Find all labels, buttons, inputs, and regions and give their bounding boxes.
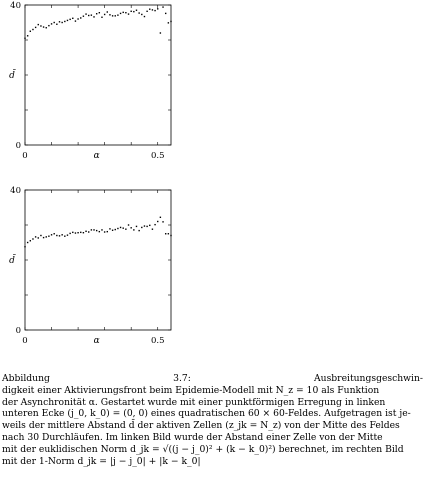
data-point — [75, 232, 76, 233]
data-point — [154, 10, 155, 11]
data-point — [168, 233, 169, 234]
data-point — [43, 26, 44, 27]
data-point — [109, 228, 110, 229]
data-point — [160, 32, 161, 33]
data-point — [152, 229, 153, 230]
x-axis-label: α — [93, 336, 100, 346]
data-point — [38, 24, 39, 25]
data-point — [128, 13, 129, 14]
y-tick-label: 0 — [15, 141, 21, 151]
data-point — [32, 29, 33, 30]
data-point — [67, 20, 68, 21]
data-point — [30, 31, 31, 32]
data-point — [46, 27, 47, 28]
data-point — [112, 15, 113, 16]
data-point — [96, 13, 97, 14]
data-point — [48, 236, 49, 237]
data-point — [141, 227, 142, 228]
data-point — [136, 10, 137, 11]
data-point — [101, 17, 102, 18]
plot-frame — [25, 5, 171, 145]
data-point — [48, 25, 49, 26]
data-point — [80, 17, 81, 18]
data-point — [38, 237, 39, 238]
data-point — [77, 232, 78, 233]
data-point — [61, 234, 62, 235]
data-point — [168, 22, 169, 23]
caption-line: mit der 1-Norm d_jk = |j − j_0| + |k − k_0| — [2, 455, 201, 467]
caption-line: mit der euklidischen Norm d_jk = √((j − j_0)² + (k − k_0)²) berechnet, im rechten Bild — [2, 443, 404, 455]
data-point — [120, 227, 121, 228]
caption-line: unteren Ecke (j_0, k_0) = (0, 0) eines quadratischen 60 × 60-Feldes. Aufgetragen ist je- — [2, 408, 411, 420]
data-point — [54, 233, 55, 234]
data-point — [101, 229, 102, 230]
caption-label: Abbildung — [2, 373, 50, 384]
data-point — [138, 12, 139, 13]
data-point — [107, 231, 108, 232]
data-point — [59, 235, 60, 236]
data-point — [130, 11, 131, 12]
data-point — [64, 21, 65, 22]
caption-line: der Asynchronität α. Gestartet wurde mit einer punktförmigen Erregung in linken — [2, 396, 386, 408]
data-point — [115, 229, 116, 230]
data-point — [88, 15, 89, 16]
data-point — [170, 21, 171, 22]
caption-line: weils der mittlere Abstand d̄ der aktiven Zellen (z_jk = N_z) von der Mitte des Feldes — [2, 420, 400, 432]
data-point — [32, 238, 33, 239]
data-point — [123, 227, 124, 228]
data-point — [93, 16, 94, 17]
data-point — [144, 16, 145, 17]
data-point — [125, 12, 126, 13]
data-point — [115, 15, 116, 16]
data-point — [157, 8, 158, 9]
data-point — [80, 232, 81, 233]
data-point — [91, 229, 92, 230]
y-tick-label: 40 — [10, 1, 21, 11]
plot-frame — [25, 190, 171, 330]
caption-line: nach 30 Durchläufen. Im linken Bild wurde der Abstand einer Zelle von der Mitte — [2, 431, 383, 443]
data-point — [30, 240, 31, 241]
data-point — [133, 229, 134, 230]
data-point — [77, 18, 78, 19]
data-point — [64, 236, 65, 237]
y-axis-label: d̄ — [9, 256, 15, 266]
data-point — [75, 20, 76, 21]
x-tick-label: 0 — [22, 151, 28, 161]
data-point — [54, 22, 55, 23]
caption-line — [2, 373, 423, 385]
data-point — [61, 22, 62, 23]
data-point — [56, 235, 57, 236]
data-point — [85, 13, 86, 14]
data-point — [152, 9, 153, 10]
data-point — [69, 19, 70, 20]
data-point — [165, 13, 166, 14]
x-tick-label: 0.5 — [150, 336, 165, 346]
data-point — [133, 11, 134, 12]
data-point — [99, 12, 100, 13]
data-point — [107, 11, 108, 12]
data-point — [35, 236, 36, 237]
data-point — [128, 224, 129, 225]
data-point — [149, 225, 150, 226]
data-point — [154, 224, 155, 225]
data-point — [83, 16, 84, 17]
data-point — [59, 21, 60, 22]
data-point — [138, 230, 139, 231]
data-point — [104, 14, 105, 15]
data-point — [123, 12, 124, 13]
data-point — [46, 236, 47, 237]
data-point — [130, 227, 131, 228]
y-axis-label: d̄ — [9, 71, 15, 81]
caption-number: 3.7: — [173, 373, 191, 384]
data-point — [170, 235, 171, 236]
data-point — [67, 234, 68, 235]
data-point — [85, 231, 86, 232]
data-point — [27, 242, 28, 243]
caption-word: Ausbreitungsgeschwin- — [314, 373, 423, 384]
data-point — [51, 234, 52, 235]
data-point — [136, 226, 137, 227]
data-point — [117, 14, 118, 15]
data-point — [149, 9, 150, 10]
data-point — [162, 221, 163, 222]
data-point — [24, 38, 25, 39]
data-point — [125, 229, 126, 230]
data-point — [165, 233, 166, 234]
data-point — [104, 231, 105, 232]
data-point — [72, 232, 73, 233]
data-point — [146, 226, 147, 227]
data-point — [91, 14, 92, 15]
y-tick-label: 40 — [10, 186, 21, 196]
figure-caption — [2, 373, 423, 467]
y-tick-label: 0 — [15, 326, 21, 336]
chart-panel-2 — [24, 190, 171, 330]
data-point — [162, 6, 163, 7]
data-point — [93, 229, 94, 230]
data-point — [27, 35, 28, 36]
data-point — [99, 231, 100, 232]
data-point — [120, 13, 121, 14]
data-point — [40, 235, 41, 236]
data-point — [96, 230, 97, 231]
data-point — [144, 225, 145, 226]
x-tick-label: 0.5 — [150, 151, 165, 161]
data-point — [40, 25, 41, 26]
data-point — [83, 232, 84, 233]
data-point — [72, 18, 73, 19]
caption-line: digkeit einer Aktivierungsfront beim Epidemie-Modell mit N_z = 10 als Funktion — [2, 384, 380, 396]
data-point — [157, 221, 158, 222]
data-point — [88, 231, 89, 232]
data-point — [35, 27, 36, 28]
data-point — [24, 246, 25, 247]
data-point — [43, 237, 44, 238]
data-point — [141, 14, 142, 15]
data-point — [69, 233, 70, 234]
data-point — [146, 11, 147, 12]
data-point — [160, 217, 161, 218]
x-tick-label: 0 — [22, 336, 28, 346]
data-point — [112, 230, 113, 231]
data-point — [56, 24, 57, 25]
chart-panel-1 — [24, 5, 171, 145]
data-point — [117, 228, 118, 229]
data-point — [51, 23, 52, 24]
data-point — [109, 14, 110, 15]
x-axis-label: α — [93, 151, 100, 161]
